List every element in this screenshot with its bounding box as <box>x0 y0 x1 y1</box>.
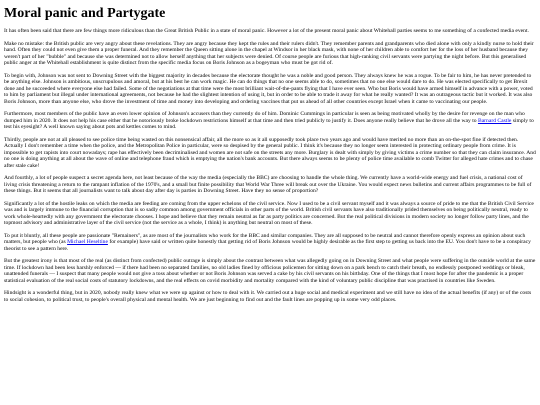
article-paragraph: Hindsight is a wonderful thing, but in 2020, nobody really knew what we were up against or how to deal with it. We carried out a huge social and medical experiment and we still have no idea of the actual benefits (if any) or of the costs to social cohesion, to political trust, to people's overall physical and mental health. We are just beginning to find out and the fault lines are popping up in some very odd places. <box>4 290 532 303</box>
article-paragraph: It has often been said that there are few things more ridiculous than the Great British Public in a state of moral panic. However a lot of the present moral panic about Whitehall parties seems to me something of a confected media event. <box>4 28 529 34</box>
article-paragraph: Thirdly, people are not at all pleased to see police time being wasted on this nonsensical affair, all the more so as it all supposedly took place two years ago and would have merited no more than an on-the-spot fine if detected then. Actually I don't remember a time when the police, and the Metropolitan Police in particular, were so despised by the general public. I think it's because they no longer seem interested in protecting ordinary people from crime. It is impossible to get rapists into court nowadays; rape has effectively been decriminalised and women are not safe on the streets any more. Burglary is dealt with simply by giving victims a crime number so that they can claim insurance. And no one is doing anything at all about the wave of online and telephone fraud which is emptying the nation's bank accounts. But there always seems to be plenty of police time available to comb Twitter for alleged hate crimes and to chase after stale cake! <box>4 136 536 169</box>
paragraph-text: for example) have said or written quite honestly that getting rid of Boris Johnson would be highly desirable as the first step to getting us back into the EU. You don't have to be a conspiracy theorist to see a pattern here. <box>4 239 531 252</box>
article-paragraph <box>4 111 536 131</box>
barnard-castle-link[interactable]: Barnard Castle <box>477 117 512 124</box>
article-paragraph <box>4 233 536 253</box>
article-paragraph: Make no mistake: the British public are very angry about these revelations. They are angry because they kept the rules and their rulers didn't. They remember parents and grandparents who died alone with only a kindly nurse to hold their hand. Often they could not even give them a proper funeral. And they remember the Queen sitting alone in the chapel at Windsor in her black mask, with none of her children able to comfort her for the loss of her husband because they weren't part of her "bubble" and because she was determined not to allow herself anything that her subjects were denied. Of course people are furious that high-ranking civil servants were partying the night before. But this generalised public anger at the Whitehall establishment is quite distinct from the specific media focus on Boris Johnson as a bogeyman who must be got rid of. <box>4 40 534 66</box>
michael-heseltine-link[interactable]: Michael Heseltine <box>67 239 108 245</box>
article-paragraph: Significantly a lot of the hostile leaks on which the media are feeding are coming from the upper echelons of the civil service. Now I used to be a civil servant myself and it was always a source of pride to me that the British Civil Service was and is largely immune to the financial corruption that is so sadly common among government officials in other parts of the world. British civil servants have also traditionally prided themselves on being politically neutral, ready to work whole-heartedly with any government the electorate chooses. I hope and believe that they remain neutral as far as party politics are concerned. But the real political divisions in modern society no longer follow party lines, and the topmost advisory and administrative layer of the civil service (not the service as a whole, I think) is anything but neutral on most of these. <box>4 200 534 226</box>
article-title: Moral panic and Partygate <box>4 6 166 21</box>
paragraph-text: simply to test his eyesight? A well known saying about pots and kettles comes to mind. <box>4 117 534 130</box>
article-paragraph: But the greatest irony is that most of the real (as distinct from confected) public outrage is simply about the contrast between what was allegedly going on in Downing Street and what people were suffering in the outside world at the same time. If lockdown had been less harshly enforced — if there had been no separated families, no old ladies fined by officious policemen for sitting down on a park bench to catch their breath, no endlessly postponed weddings or bleak, unattended funerals — I suspect that many people would not give a toss about whether or not Boris Johnson was served a cake by his civil servants on his birthday. One of the things that I most hope for after the pandemic is a proper statistical evaluation of the real social costs of statutory lockdowns, and the real effects on covid morbidity and mortality compared with the kind of voluntary public discipline that was practised in countries like Sweden. <box>4 258 536 284</box>
paragraph-text: To put it bluntly, all these people are passionate "Remainers", as are most of the journalists who work for the BBC and similar companies. They are all supposed to be neutral and cannot therefore openly express an opinion about such matters, but people who (as <box>4 232 526 245</box>
article-paragraph: And fourthly, a lot of people suspect a secret agenda here, not least because of the way the media (especially the BBC) are choosing to handle the whole thing. We currently have a world-wide energy and fuel crisis, a national cost of living crisis threatening a return to the rampant inflation of the 1970's, and a small but finite possibility that World War Three will break out over the Ukraine. You would expect news bulletins and current affairs programmes to be full of these things. But it seems that all journalists want to talk about day after day is parties in Downing Street. Have they no sense of proportion? <box>4 175 532 194</box>
paragraph-text: Furthermore, most members of the public have an even lower opinion of Johnson's accusers than they currently do of him. Dominic Cummings in particular is seen as being motivated wholly by the desire for revenge on the man who dumped him in 2020. It does not help his case either that he notoriously broke lockdown restrictions himself at that time and then tried publicly to justify it. Does anyone really believe that he drove all the way to <box>4 111 525 124</box>
article-paragraph: To begin with, Johnson was not sent to Downing Street with the biggest majority in decades because the electorate thought he was a noble and good person. They always knew he was a rogue. To be fair to him, he has never pretended to be anything else. Johnson is ambitious, unscrupulous and amoral, but at his best he can work magic. He can do things that no one seems able to do, sometimes that no one else would dare to do. He was elected specifically to get Brexit done and he succeeded where everyone else had failed. Some of the negotiations at that time were the most brilliant wait-of-the-pants flying that I have ever seen. Who but Boris would have armed himself in advance with a power, voted to him by parliament but illegal under international agreements, not because he had the slightest intention of using it, but in order to be able to trade it away for what he really wanted? It was an outrageous tactic but it worked. It was also Boris Johnson, more than anyone else, who drove the investment of time and money into developing and ordering vaccines that put us ahead of all other countries except Israel when it came to vaccinating our people. <box>4 72 533 105</box>
